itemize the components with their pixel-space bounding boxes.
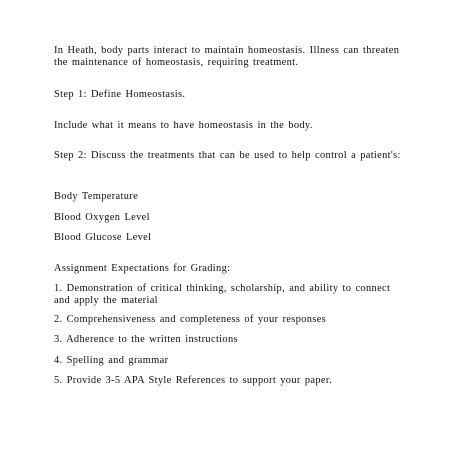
expectation-item-2: 2. Comprehensiveness and completeness of your responses <box>54 314 327 325</box>
expectations-title: Assignment Expectations for Grading: <box>54 263 231 274</box>
step1-title: Step 1: Define Homeostasis. <box>54 89 186 100</box>
intro-paragraph: In Heath, body parts interact to maintain homeostasis. Illness can threaten the maintenance of homeostasis, requiring treatment. <box>54 45 400 68</box>
list-item-blood-glucose-level: Blood Glucose Level <box>54 232 152 243</box>
expectation-item-4: 4. Spelling and grammar <box>54 355 169 366</box>
step2-title: Step 2: Discuss the treatments that can be used to help control a patient's: <box>54 150 401 161</box>
list-item-blood-oxygen-level: Blood Oxygen Level <box>54 212 150 223</box>
list-item-body-temperature: Body Temperature <box>54 191 139 202</box>
expectation-item-3: 3. Adherence to the written instructions <box>54 334 238 345</box>
step1-body: Include what it means to have homeostasis in the body. <box>54 120 313 131</box>
expectation-item-1: 1. Demonstration of critical thinking, scholarship, and ability to connect and apply the material <box>54 283 391 306</box>
expectation-item-5: 5. Provide 3-5 APA Style References to support your paper. <box>54 375 333 386</box>
